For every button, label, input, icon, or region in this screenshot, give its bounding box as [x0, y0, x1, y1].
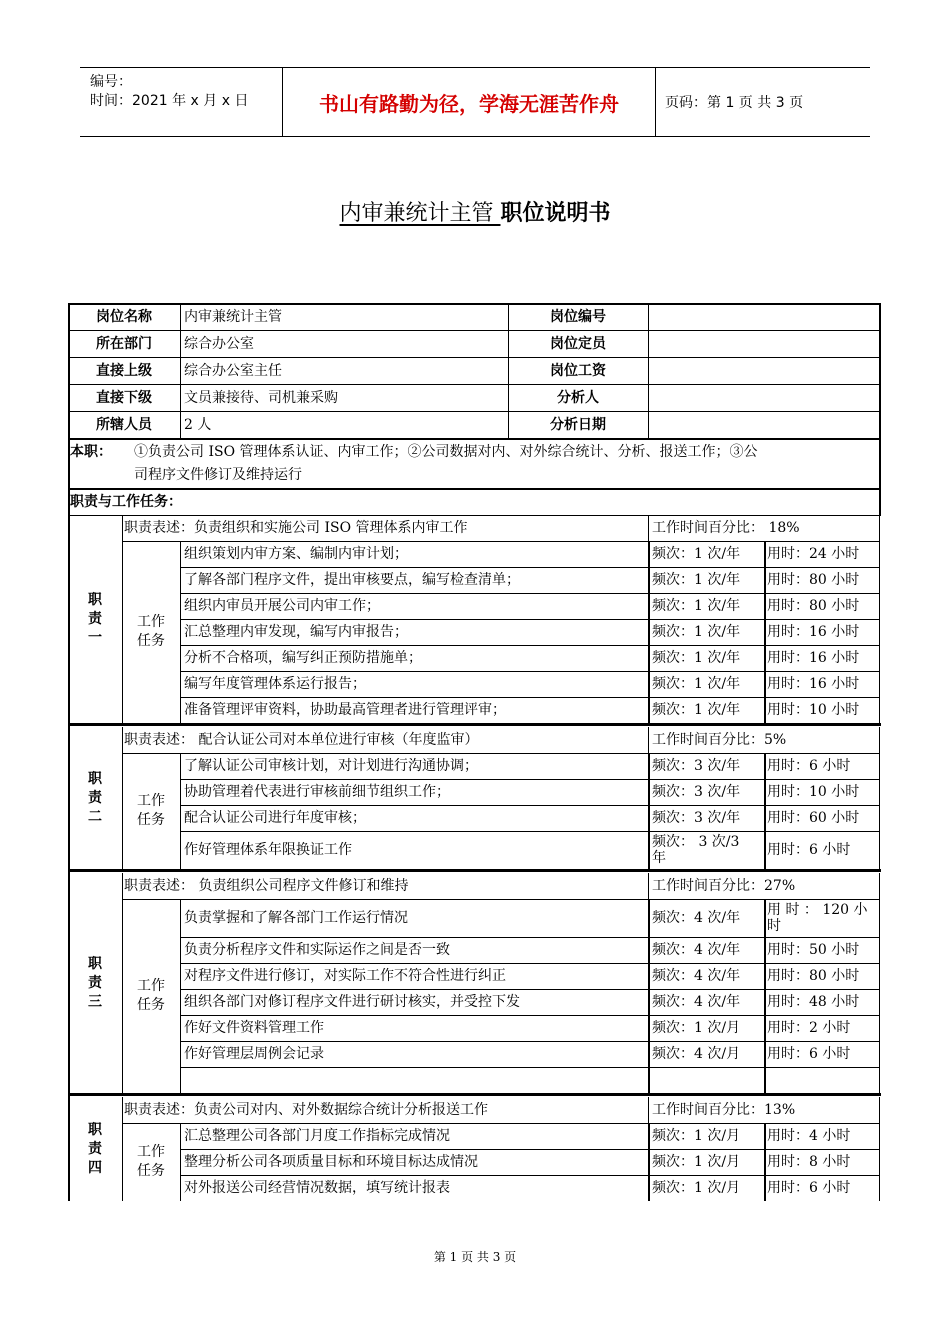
basic-column-rule — [180, 303, 181, 438]
table-rule — [68, 438, 881, 440]
task-column-rule — [648, 899, 650, 1093]
task-duration: 用时：10 小时 — [767, 702, 860, 718]
task-description: 汇总整理内审发现，编写内审报告； — [184, 624, 408, 640]
page-footer: 第 1 页 共 3 页 — [433, 1250, 517, 1264]
task-description: 分析不合格项，编写纠正预防措施单； — [184, 650, 422, 666]
task-column-rule — [180, 1123, 181, 1201]
task-duration: 用时：24 小时 — [767, 546, 860, 562]
task-description: 对外报送公司经营情况数据，填写统计报表 — [184, 1180, 450, 1196]
task-group-label — [122, 1123, 180, 1201]
duty-statement: 职责表述：负责公司对内、对外数据综合统计分析报送工作 — [124, 1102, 488, 1118]
basic-value — [652, 413, 877, 438]
task-column-rule — [180, 753, 181, 869]
task-description: 了解各部门程序文件，提出审核要点，编写检查清单； — [184, 572, 520, 588]
basic-value: 综合办公室 — [184, 336, 254, 352]
duty-statement: 职责表述：负责组织和实施公司 ISO 管理体系内审工作 — [124, 520, 468, 536]
task-description: 准备管理评审资料，协助最高管理者进行管理评审； — [184, 702, 506, 718]
task-frequency: 频次：1 次/年 — [652, 624, 741, 640]
table-rule — [68, 411, 881, 412]
task-duration: 用时：80 小时 — [767, 598, 860, 614]
task-duration: 用时：6 小时 — [767, 1180, 851, 1196]
task-duration: 用时：48 小时 — [767, 994, 860, 1010]
task-frequency: 频次：4 次/年 — [652, 910, 741, 926]
task-description: 协助管理着代表进行审核前细节组织工作； — [184, 784, 450, 800]
basic-label: 直接上级 — [96, 363, 152, 379]
task-frequency: 频次：4 次/月 — [652, 1046, 741, 1062]
task-column-rule — [180, 541, 181, 723]
task-column-rule — [879, 1097, 880, 1201]
task-group-label — [122, 753, 180, 869]
basic-value — [652, 332, 877, 357]
basic-label: 岗位名称 — [96, 309, 152, 325]
duty-label — [68, 1097, 122, 1201]
task-column-rule — [764, 1123, 766, 1201]
task-duration: 用时：80 小时 — [767, 572, 860, 588]
basic-label: 岗位工资 — [550, 363, 606, 379]
basic-label: 分析人 — [557, 390, 599, 406]
task-duration: 用时：6 小时 — [767, 842, 851, 858]
task-frequency-text: 频次： 3 次/3 年 — [652, 834, 740, 866]
task-description: 负责分析程序文件和实际运作之间是否一致 — [184, 942, 450, 958]
basic-value — [652, 305, 877, 330]
task-duration: 用时：60 小时 — [767, 810, 860, 826]
task-frequency: 频次：4 次/年 — [652, 968, 741, 984]
task-column-rule — [764, 899, 766, 1093]
duty-label — [68, 727, 122, 869]
task-description: 组织策划内审方案、编制内审计划； — [184, 546, 408, 562]
basic-value: 文员兼接待、司机兼采购 — [184, 390, 338, 406]
task-frequency: 频次：1 次/月 — [652, 1020, 741, 1036]
task-column-rule — [879, 727, 880, 869]
task-duration: 用时：6 小时 — [767, 758, 851, 774]
core-duty-line-1: ①负责公司 ISO 管理体系认证、内审工作；②公司数据对内、对外综合统计、分析、报送工作；③公 — [134, 444, 758, 460]
basic-label: 分析日期 — [550, 417, 606, 433]
basic-column-rule — [508, 303, 509, 438]
task-description — [184, 1067, 644, 1093]
basic-label: 岗位编号 — [550, 309, 606, 325]
duty-time-percentage: 工作时间百分比：27% — [652, 878, 796, 894]
task-group-label — [122, 541, 180, 723]
percent-column-rule — [648, 727, 649, 753]
task-description: 汇总整理公司各部门月度工作指标完成情况 — [184, 1128, 450, 1144]
percent-column-rule — [648, 873, 649, 899]
task-frequency: 频次：3 次/年 — [652, 784, 741, 800]
task-frequency: 频次：1 次/月 — [652, 1180, 741, 1196]
task-frequency: 频次：1 次/月 — [652, 1154, 741, 1170]
title-suffix: 职位说明书 — [500, 201, 611, 226]
task-frequency: 频次：1 次/年 — [652, 598, 741, 614]
task-column-rule — [648, 753, 650, 869]
task-frequency: 频次：1 次/年 — [652, 546, 741, 562]
task-duration: 用时：10 小时 — [767, 784, 860, 800]
job-description-table — [68, 303, 881, 1210]
table-rule — [68, 357, 881, 358]
task-group-label — [122, 899, 180, 1093]
task-group-label-text: 工作 任务 — [137, 793, 165, 828]
task-description: 编写年度管理体系运行报告； — [184, 676, 366, 692]
task-frequency: 频次：1 次/年 — [652, 572, 741, 588]
task-group-label-text: 工作 任务 — [137, 978, 165, 1013]
task-duration: 用时：16 小时 — [767, 624, 860, 640]
task-frequency — [652, 1067, 764, 1093]
task-duration — [767, 1067, 879, 1093]
task-description: 整理分析公司各项质量目标和环境目标达成情况 — [184, 1154, 478, 1170]
task-duration: 用时：50 小时 — [767, 942, 860, 958]
task-frequency: 频次：3 次/年 — [652, 810, 741, 826]
task-description: 组织各部门对修订程序文件进行研讨核实，并受控下发 — [184, 994, 520, 1010]
task-description: 配合认证公司进行年度审核； — [184, 810, 366, 826]
table-right-border — [879, 303, 881, 515]
task-column-rule — [879, 873, 880, 1093]
task-frequency: 频次：1 次/年 — [652, 676, 741, 692]
task-column-rule — [648, 1123, 650, 1201]
task-duration-text: 用 时 ： 120 小 时 — [767, 902, 868, 934]
task-column-rule — [879, 515, 880, 723]
table-rule — [68, 330, 881, 331]
task-group-label-text: 工作 任务 — [137, 614, 165, 649]
core-duty-label: 本职： — [70, 444, 112, 460]
duty-label-text: 职 责 四 — [88, 1121, 102, 1176]
task-frequency: 频次：4 次/年 — [652, 942, 741, 958]
duty-label-text: 职 责 一 — [88, 591, 102, 646]
task-frequency: 频次：1 次/月 — [652, 1128, 741, 1144]
percent-column-rule — [648, 1097, 649, 1123]
task-column-rule — [180, 899, 181, 1093]
position-title: 内审兼统计主管 — [339, 201, 501, 226]
table-rule — [68, 1095, 881, 1096]
page-header — [80, 67, 870, 137]
task-column-rule — [764, 753, 766, 869]
task-description: 作好管理层周例会记录 — [184, 1046, 324, 1062]
duty-label-text: 职 责 三 — [88, 955, 102, 1010]
basic-label: 岗位定员 — [550, 336, 606, 352]
task-column-rule — [648, 541, 650, 723]
document-date: 时间：2021 年 x 月 x 日 — [90, 93, 249, 109]
duty-label — [68, 873, 122, 1093]
task-description: 负责掌握和了解各部门工作运行情况 — [184, 910, 408, 926]
page-info: 页码：第 1 页 共 3 页 — [665, 95, 804, 111]
task-duration: 用时：2 小时 — [767, 1020, 851, 1036]
task-description: 作好文件资料管理工作 — [184, 1020, 324, 1036]
task-frequency: 频次：1 次/年 — [652, 702, 741, 718]
basic-label: 所辖人员 — [96, 417, 152, 433]
task-duration — [767, 900, 879, 936]
task-frequency: 频次：3 次/年 — [652, 758, 741, 774]
duty-time-percentage: 工作时间百分比：5% — [652, 732, 787, 748]
task-duration: 用时：4 小时 — [767, 1128, 851, 1144]
task-duration: 用时：16 小时 — [767, 676, 860, 692]
table-left-border — [68, 303, 70, 1201]
duty-statement: 职责表述： 负责组织公司程序文件修订和维持 — [124, 878, 409, 894]
task-column-rule — [764, 541, 766, 723]
task-description: 作好管理体系年限换证工作 — [184, 842, 352, 858]
basic-value — [652, 386, 877, 411]
duty-label-text: 职 责 二 — [88, 770, 102, 825]
basic-value: 2 人 — [184, 417, 212, 433]
task-description: 组织内审员开展公司内审工作； — [184, 598, 380, 614]
task-duration: 用时：80 小时 — [767, 968, 860, 984]
basic-label: 直接下级 — [96, 390, 152, 406]
page-title — [0, 196, 950, 227]
basic-column-rule — [648, 303, 649, 438]
duty-time-percentage: 工作时间百分比： 18% — [652, 520, 800, 536]
table-rule — [68, 725, 881, 726]
task-duration: 用时：8 小时 — [767, 1154, 851, 1170]
duty-label — [68, 515, 122, 723]
header-meta — [80, 68, 283, 136]
task-description: 了解认证公司审核计划，对计划进行沟通协调； — [184, 758, 478, 774]
task-group-label-text: 工作 任务 — [137, 1144, 165, 1179]
duty-time-percentage: 工作时间百分比：13% — [652, 1102, 796, 1118]
table-rule — [68, 384, 881, 385]
duty-statement: 职责表述： 配合认证公司对本单位进行审核（年度监审） — [124, 732, 479, 748]
document-number: 编号： — [90, 74, 132, 90]
core-duty-line-2: 司程序文件修订及维持运行 — [134, 467, 302, 483]
task-duration: 用时：6 小时 — [767, 1046, 851, 1062]
task-duration: 用时：16 小时 — [767, 650, 860, 666]
basic-value: 内审兼统计主管 — [184, 309, 282, 325]
basic-value — [652, 359, 877, 384]
percent-column-rule — [648, 515, 649, 541]
header-motto: 书山有路勤为径，学海无涯苦作舟 — [283, 68, 656, 136]
basic-value: 综合办公室主任 — [184, 363, 282, 379]
basic-label: 所在部门 — [96, 336, 152, 352]
table-rule — [68, 871, 881, 872]
task-frequency — [652, 832, 764, 868]
task-frequency: 频次：4 次/年 — [652, 994, 741, 1010]
duties-header: 职责与工作任务： — [70, 494, 182, 510]
task-frequency: 频次：1 次/年 — [652, 650, 741, 666]
task-description: 对程序文件进行修订，对实际工作不符合性进行纠正 — [184, 968, 506, 984]
